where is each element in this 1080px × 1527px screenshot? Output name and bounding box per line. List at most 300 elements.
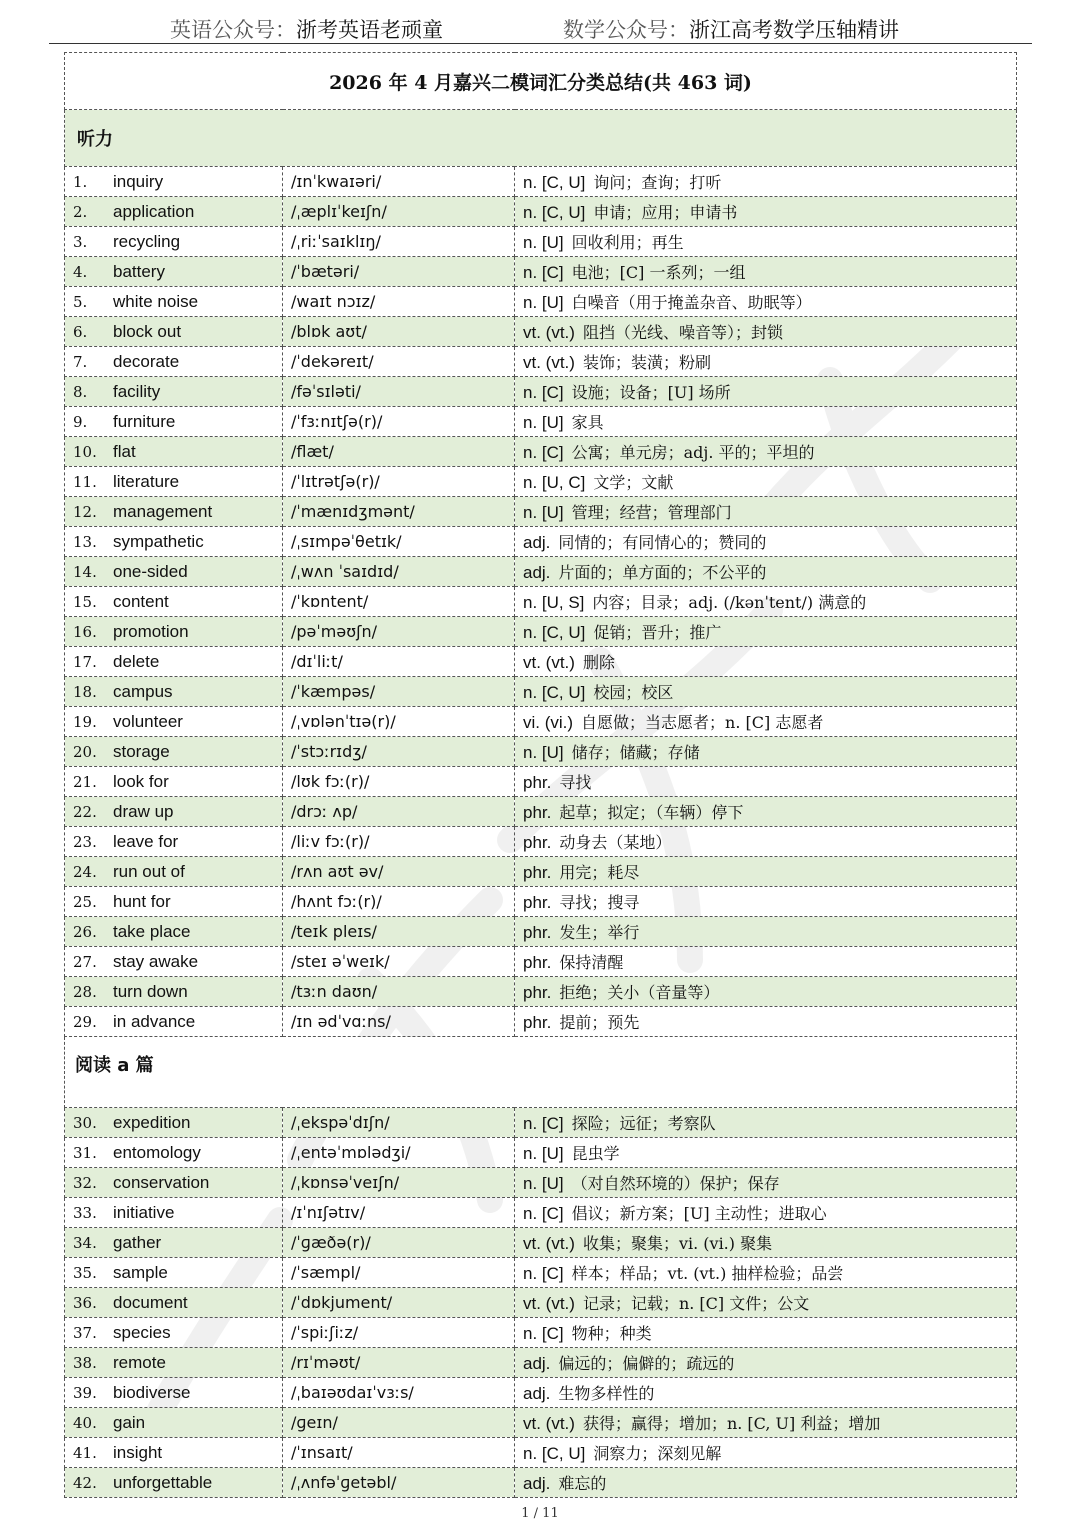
word-cell bbox=[65, 1438, 283, 1468]
ipa-cell bbox=[283, 1288, 515, 1318]
ipa-cell bbox=[283, 1408, 515, 1438]
ipa-cell bbox=[283, 557, 515, 587]
ipa-cell bbox=[283, 527, 515, 557]
chinese-meaning: 起草；拟定；（车辆）停下 bbox=[559, 803, 744, 822]
vocab-row bbox=[65, 257, 1017, 287]
chinese-meaning: 储存；储藏；存储 bbox=[571, 743, 700, 762]
word: delete bbox=[113, 651, 160, 671]
vocab-row bbox=[65, 1168, 1017, 1198]
meaning-cell bbox=[515, 197, 1017, 227]
ipa-cell bbox=[283, 1348, 515, 1378]
entry-number: 37. bbox=[73, 1323, 97, 1342]
chinese-meaning: 询问；查询；打听 bbox=[593, 173, 722, 192]
vocab-row bbox=[65, 1138, 1017, 1168]
chinese-meaning: 申请；应用；申请书 bbox=[593, 203, 738, 222]
part-of-speech: n. [U] bbox=[523, 1174, 564, 1193]
ipa-cell bbox=[283, 977, 515, 1007]
word-cell bbox=[65, 497, 283, 527]
meaning-cell bbox=[515, 227, 1017, 257]
phonetic: /tɜːn daʊn/ bbox=[291, 982, 378, 1001]
meaning-cell bbox=[515, 167, 1017, 197]
chinese-meaning: 探险；远征；考察队 bbox=[571, 1114, 716, 1133]
phonetic: /ˈkɒntent/ bbox=[291, 592, 369, 611]
phonetic: /ˌbaɪəʊdaɪˈvɜːs/ bbox=[291, 1383, 414, 1402]
ipa-cell bbox=[283, 647, 515, 677]
section-header bbox=[65, 110, 1017, 167]
word: decorate bbox=[113, 351, 180, 371]
phonetic: /pəˈməʊʃn/ bbox=[291, 622, 378, 641]
word: gather bbox=[113, 1232, 162, 1252]
chinese-meaning: 促销；晋升；推广 bbox=[593, 623, 722, 642]
entry-number: 16. bbox=[73, 622, 97, 641]
phonetic: /ˈsæmpl/ bbox=[291, 1263, 361, 1282]
word: gain bbox=[113, 1412, 146, 1432]
word-cell bbox=[65, 1138, 283, 1168]
word: facility bbox=[113, 381, 161, 401]
vocab-row bbox=[65, 1378, 1017, 1408]
entry-number: 8. bbox=[73, 382, 88, 401]
ipa-cell bbox=[283, 197, 515, 227]
meaning-cell bbox=[515, 1318, 1017, 1348]
word: recycling bbox=[113, 231, 181, 251]
word-cell bbox=[65, 1288, 283, 1318]
meaning-cell bbox=[515, 527, 1017, 557]
phonetic: /rʌn aʊt əv/ bbox=[291, 862, 384, 881]
vocab-row bbox=[65, 317, 1017, 347]
phonetic: /ˈstɔːrɪdʒ/ bbox=[291, 742, 367, 761]
word: sample bbox=[113, 1262, 168, 1282]
phonetic: /ˌsɪmpəˈθetɪk/ bbox=[291, 532, 402, 551]
chinese-meaning: 白噪音（用于掩盖杂音、助眠等） bbox=[571, 293, 812, 312]
chinese-meaning: 生物多样性的 bbox=[558, 1384, 655, 1403]
chinese-meaning: 删除 bbox=[582, 653, 615, 672]
ipa-cell bbox=[283, 887, 515, 917]
word: volunteer bbox=[113, 711, 183, 731]
word: literature bbox=[113, 471, 180, 491]
part-of-speech: n. [C, U] bbox=[523, 173, 586, 192]
word-cell bbox=[65, 1198, 283, 1228]
word-cell bbox=[65, 1258, 283, 1288]
entry-number: 22. bbox=[73, 802, 97, 821]
chinese-meaning: 电池；[C] 一系列；一组 bbox=[571, 263, 746, 282]
entry-number: 23. bbox=[73, 832, 97, 851]
phonetic: /ˈɡæðə(r)/ bbox=[291, 1233, 371, 1252]
meaning-cell bbox=[515, 827, 1017, 857]
word-cell bbox=[65, 827, 283, 857]
entry-number: 20. bbox=[73, 742, 97, 761]
part-of-speech: n. [C] bbox=[523, 263, 564, 282]
word-cell bbox=[65, 557, 283, 587]
entry-number: 21. bbox=[73, 772, 97, 791]
entry-number: 40. bbox=[73, 1413, 97, 1432]
document-title: 2026 年 4 月嘉兴二模词汇分类总结(共 463 词) bbox=[65, 53, 1017, 110]
meaning-cell bbox=[515, 917, 1017, 947]
vocab-row bbox=[65, 347, 1017, 377]
meaning-cell bbox=[515, 767, 1017, 797]
word-cell bbox=[65, 977, 283, 1007]
word-cell bbox=[65, 887, 283, 917]
word-cell bbox=[65, 947, 283, 977]
part-of-speech: n. [C] bbox=[523, 1204, 564, 1223]
vocab-row bbox=[65, 1438, 1017, 1468]
vocab-row bbox=[65, 467, 1017, 497]
meaning-cell bbox=[515, 377, 1017, 407]
part-of-speech: adj. bbox=[523, 563, 551, 582]
phonetic: /ˈmænɪdʒmənt/ bbox=[291, 502, 415, 521]
word: in advance bbox=[113, 1011, 196, 1031]
part-of-speech: n. [U, S] bbox=[523, 593, 585, 612]
chinese-meaning: 用完；耗尽 bbox=[559, 863, 640, 882]
meaning-cell bbox=[515, 707, 1017, 737]
chinese-meaning: 洞察力；深刻见解 bbox=[593, 1444, 722, 1463]
word: initiative bbox=[113, 1202, 175, 1222]
part-of-speech: phr. bbox=[523, 983, 552, 1002]
chinese-meaning: 寻找 bbox=[559, 773, 592, 792]
ipa-cell bbox=[283, 1468, 515, 1498]
vocabulary-table bbox=[64, 52, 1017, 1498]
entry-number: 30. bbox=[73, 1113, 97, 1132]
chinese-meaning: 获得；赢得；增加；n. [C, U] 利益；增加 bbox=[582, 1414, 881, 1433]
word-cell bbox=[65, 257, 283, 287]
math-account-name: 浙江高考数学压轴精讲 bbox=[689, 18, 899, 42]
part-of-speech: n. [C] bbox=[523, 1264, 564, 1283]
ipa-cell bbox=[283, 377, 515, 407]
english-account-name: 浙考英语老顽童 bbox=[296, 18, 443, 42]
vocab-row bbox=[65, 1198, 1017, 1228]
chinese-meaning: 记录；记载；n. [C] 文件；公文 bbox=[582, 1294, 810, 1313]
ipa-cell bbox=[283, 347, 515, 377]
phonetic: /ˈdɒkjument/ bbox=[291, 1293, 393, 1312]
chinese-meaning: 公寓；单元房；adj. 平的；平坦的 bbox=[571, 443, 815, 462]
entry-number: 42. bbox=[73, 1473, 97, 1492]
page-number: 1 / 11 bbox=[521, 1506, 559, 1521]
phonetic: /ˈspiːʃiːz/ bbox=[291, 1323, 359, 1342]
entry-number: 14. bbox=[73, 562, 97, 581]
word: look for bbox=[113, 771, 169, 791]
word-cell bbox=[65, 347, 283, 377]
phonetic: /ˌekspəˈdɪʃn/ bbox=[291, 1113, 390, 1132]
vocab-row bbox=[65, 947, 1017, 977]
phonetic: /ˌæplɪˈkeɪʃn/ bbox=[291, 202, 387, 221]
ipa-cell bbox=[283, 1438, 515, 1468]
vocab-row bbox=[65, 917, 1017, 947]
word: document bbox=[113, 1292, 188, 1312]
section-header bbox=[65, 1037, 1017, 1108]
part-of-speech: phr. bbox=[523, 893, 552, 912]
word-cell bbox=[65, 707, 283, 737]
part-of-speech: n. [U] bbox=[523, 503, 564, 522]
chinese-meaning: 偏远的；偏僻的；疏远的 bbox=[558, 1354, 735, 1373]
phonetic: /hʌnt fɔː(r)/ bbox=[291, 892, 382, 911]
part-of-speech: phr. bbox=[523, 833, 552, 852]
vocab-row bbox=[65, 407, 1017, 437]
phonetic: /ˈkæmpəs/ bbox=[291, 682, 376, 701]
word: biodiverse bbox=[113, 1382, 191, 1402]
word-cell bbox=[65, 737, 283, 767]
word-cell bbox=[65, 1007, 283, 1037]
part-of-speech: vt. (vt.) bbox=[523, 1294, 575, 1313]
meaning-cell bbox=[515, 1138, 1017, 1168]
ipa-cell bbox=[283, 317, 515, 347]
vocab-row bbox=[65, 647, 1017, 677]
chinese-meaning: 收集；聚集；vi. (vi.) 聚集 bbox=[582, 1234, 773, 1253]
ipa-cell bbox=[283, 1258, 515, 1288]
part-of-speech: n. [C, U] bbox=[523, 203, 586, 222]
vocab-row bbox=[65, 1108, 1017, 1138]
part-of-speech: phr. bbox=[523, 773, 552, 792]
chinese-meaning: 提前；预先 bbox=[559, 1013, 640, 1032]
ipa-cell bbox=[283, 1228, 515, 1258]
vocab-row bbox=[65, 497, 1017, 527]
meaning-cell bbox=[515, 1168, 1017, 1198]
phonetic: /blɒk aʊt/ bbox=[291, 322, 367, 341]
word-cell bbox=[65, 167, 283, 197]
word-cell bbox=[65, 287, 283, 317]
vocab-row bbox=[65, 797, 1017, 827]
meaning-cell bbox=[515, 977, 1017, 1007]
part-of-speech: phr. bbox=[523, 863, 552, 882]
vocab-row bbox=[65, 1468, 1017, 1498]
part-of-speech: n. [U] bbox=[523, 293, 564, 312]
meaning-cell bbox=[515, 497, 1017, 527]
meaning-cell bbox=[515, 317, 1017, 347]
word-cell bbox=[65, 1378, 283, 1408]
vocab-row bbox=[65, 767, 1017, 797]
ipa-cell bbox=[283, 947, 515, 977]
word: content bbox=[113, 591, 169, 611]
entry-number: 32. bbox=[73, 1173, 97, 1192]
ipa-cell bbox=[283, 1138, 515, 1168]
math-account bbox=[563, 14, 899, 44]
part-of-speech: n. [C, U] bbox=[523, 683, 586, 702]
vocab-row bbox=[65, 617, 1017, 647]
word: promotion bbox=[113, 621, 189, 641]
part-of-speech: n. [U, C] bbox=[523, 473, 586, 492]
entry-number: 29. bbox=[73, 1012, 97, 1031]
section-title: 听力 bbox=[65, 110, 1017, 167]
vocab-row bbox=[65, 437, 1017, 467]
word: hunt for bbox=[113, 891, 171, 911]
ipa-cell bbox=[283, 257, 515, 287]
word: entomology bbox=[113, 1142, 201, 1162]
word: storage bbox=[113, 741, 170, 761]
phonetic: /steɪ əˈweɪk/ bbox=[291, 952, 390, 971]
section-title: 阅读 a 篇 bbox=[65, 1037, 1017, 1108]
phonetic: /ˌkɒnsəˈveɪʃn/ bbox=[291, 1173, 400, 1192]
part-of-speech: adj. bbox=[523, 1474, 551, 1493]
entry-number: 10. bbox=[73, 442, 97, 461]
vocab-row bbox=[65, 1288, 1017, 1318]
meaning-cell bbox=[515, 737, 1017, 767]
part-of-speech: adj. bbox=[523, 1384, 551, 1403]
word-cell bbox=[65, 857, 283, 887]
chinese-meaning: 动身去（某地） bbox=[559, 833, 672, 852]
word-cell bbox=[65, 767, 283, 797]
vocab-row bbox=[65, 527, 1017, 557]
meaning-cell bbox=[515, 1007, 1017, 1037]
part-of-speech: vt. (vt.) bbox=[523, 1234, 575, 1253]
ipa-cell bbox=[283, 857, 515, 887]
vocab-row bbox=[65, 287, 1017, 317]
chinese-meaning: 倡议；新方案；[U] 主动性；进取心 bbox=[571, 1204, 827, 1223]
vocab-row bbox=[65, 1318, 1017, 1348]
vocab-row bbox=[65, 227, 1017, 257]
word: unforgettable bbox=[113, 1472, 213, 1492]
entry-number: 11. bbox=[73, 472, 97, 491]
entry-number: 31. bbox=[73, 1143, 97, 1162]
meaning-cell bbox=[515, 1408, 1017, 1438]
word-cell bbox=[65, 677, 283, 707]
meaning-cell bbox=[515, 437, 1017, 467]
entry-number: 25. bbox=[73, 892, 97, 911]
phonetic: /fəˈsɪləti/ bbox=[291, 382, 361, 401]
chinese-meaning: 校园；校区 bbox=[593, 683, 674, 702]
ipa-cell bbox=[283, 1318, 515, 1348]
word: flat bbox=[113, 441, 136, 461]
word-cell bbox=[65, 527, 283, 557]
word: stay awake bbox=[113, 951, 199, 971]
meaning-cell bbox=[515, 1108, 1017, 1138]
word: take place bbox=[113, 921, 191, 941]
entry-number: 28. bbox=[73, 982, 97, 1001]
entry-number: 5. bbox=[73, 292, 88, 311]
phonetic: /ɡeɪn/ bbox=[291, 1413, 338, 1432]
entry-number: 4. bbox=[73, 262, 88, 281]
word-cell bbox=[65, 197, 283, 227]
word-cell bbox=[65, 227, 283, 257]
word: one-sided bbox=[113, 561, 188, 581]
phonetic: /ˈdekəreɪt/ bbox=[291, 352, 374, 371]
word-cell bbox=[65, 1348, 283, 1378]
entry-number: 27. bbox=[73, 952, 97, 971]
word: furniture bbox=[113, 411, 176, 431]
part-of-speech: n. [C] bbox=[523, 1324, 564, 1343]
part-of-speech: n. [U] bbox=[523, 743, 564, 762]
part-of-speech: n. [U] bbox=[523, 413, 564, 432]
vocab-row bbox=[65, 1228, 1017, 1258]
part-of-speech: n. [U] bbox=[523, 1144, 564, 1163]
ipa-cell bbox=[283, 1168, 515, 1198]
vocab-row bbox=[65, 1258, 1017, 1288]
word: inquiry bbox=[113, 171, 164, 191]
meaning-cell bbox=[515, 647, 1017, 677]
phonetic: /ˌʌnfəˈɡetəbl/ bbox=[291, 1473, 397, 1492]
part-of-speech: vt. (vt.) bbox=[523, 653, 575, 672]
meaning-cell bbox=[515, 1198, 1017, 1228]
ipa-cell bbox=[283, 467, 515, 497]
word: battery bbox=[113, 261, 165, 281]
entry-number: 26. bbox=[73, 922, 97, 941]
meaning-cell bbox=[515, 347, 1017, 377]
word-cell bbox=[65, 587, 283, 617]
ipa-cell bbox=[283, 797, 515, 827]
word: expedition bbox=[113, 1112, 191, 1132]
ipa-cell bbox=[283, 1007, 515, 1037]
word: run out of bbox=[113, 861, 185, 881]
ipa-cell bbox=[283, 677, 515, 707]
entry-number: 34. bbox=[73, 1233, 97, 1252]
meaning-cell bbox=[515, 887, 1017, 917]
vocab-row bbox=[65, 587, 1017, 617]
chinese-meaning: 寻找；搜寻 bbox=[559, 893, 640, 912]
entry-number: 15. bbox=[73, 592, 97, 611]
meaning-cell bbox=[515, 617, 1017, 647]
word: insight bbox=[113, 1442, 163, 1462]
meaning-cell bbox=[515, 797, 1017, 827]
phonetic: /ˌentəˈmɒlədʒi/ bbox=[291, 1143, 411, 1162]
word: draw up bbox=[113, 801, 174, 821]
part-of-speech: n. [C] bbox=[523, 1114, 564, 1133]
vocab-row bbox=[65, 737, 1017, 767]
meaning-cell bbox=[515, 1228, 1017, 1258]
word-cell bbox=[65, 467, 283, 497]
entry-number: 18. bbox=[73, 682, 97, 701]
phonetic: /drɔː ʌp/ bbox=[291, 802, 358, 821]
chinese-meaning: 发生；举行 bbox=[559, 923, 640, 942]
word-cell bbox=[65, 437, 283, 467]
meaning-cell bbox=[515, 857, 1017, 887]
part-of-speech: n. [C] bbox=[523, 383, 564, 402]
word: white noise bbox=[113, 291, 199, 311]
phonetic: /ˈfɜːnɪtʃə(r)/ bbox=[291, 412, 383, 431]
ipa-cell bbox=[283, 617, 515, 647]
vocab-row bbox=[65, 377, 1017, 407]
ipa-cell bbox=[283, 287, 515, 317]
word-cell bbox=[65, 1108, 283, 1138]
english-account bbox=[170, 14, 443, 44]
part-of-speech: n. [C, U] bbox=[523, 1444, 586, 1463]
chinese-meaning: 拒绝；关小（音量等） bbox=[559, 983, 720, 1002]
phonetic: /liːv fɔː(r)/ bbox=[291, 832, 370, 851]
meaning-cell bbox=[515, 1438, 1017, 1468]
entry-number: 17. bbox=[73, 652, 97, 671]
meaning-cell bbox=[515, 257, 1017, 287]
entry-number: 12. bbox=[73, 502, 97, 521]
ipa-cell bbox=[283, 407, 515, 437]
phonetic: /waɪt nɔɪz/ bbox=[291, 292, 376, 311]
phonetic: /lʊk fɔː(r)/ bbox=[291, 772, 370, 791]
word-cell bbox=[65, 407, 283, 437]
part-of-speech: vt. (vt.) bbox=[523, 323, 575, 342]
part-of-speech: n. [U] bbox=[523, 233, 564, 252]
word-cell bbox=[65, 1318, 283, 1348]
phonetic: /ˈlɪtrətʃə(r)/ bbox=[291, 472, 380, 491]
word: sympathetic bbox=[113, 531, 204, 551]
vocab-row bbox=[65, 1408, 1017, 1438]
word: species bbox=[113, 1322, 171, 1342]
part-of-speech: vi. (vi.) bbox=[523, 713, 574, 732]
entry-number: 33. bbox=[73, 1203, 97, 1222]
word-cell bbox=[65, 917, 283, 947]
header-rule bbox=[49, 43, 1032, 44]
ipa-cell bbox=[283, 767, 515, 797]
chinese-meaning: 家具 bbox=[571, 413, 604, 432]
part-of-speech: adj. bbox=[523, 1354, 551, 1373]
chinese-meaning: 文学；文献 bbox=[593, 473, 674, 492]
word-cell bbox=[65, 1468, 283, 1498]
page-header bbox=[0, 12, 1080, 44]
word: campus bbox=[113, 681, 173, 701]
word: block out bbox=[113, 321, 182, 341]
ipa-cell bbox=[283, 497, 515, 527]
meaning-cell bbox=[515, 557, 1017, 587]
meaning-cell bbox=[515, 467, 1017, 497]
chinese-meaning: 管理；经营；管理部门 bbox=[571, 503, 732, 522]
chinese-meaning: 片面的；单方面的；不公平的 bbox=[558, 563, 767, 582]
word: conservation bbox=[113, 1172, 210, 1192]
word-cell bbox=[65, 647, 283, 677]
entry-number: 35. bbox=[73, 1263, 97, 1282]
